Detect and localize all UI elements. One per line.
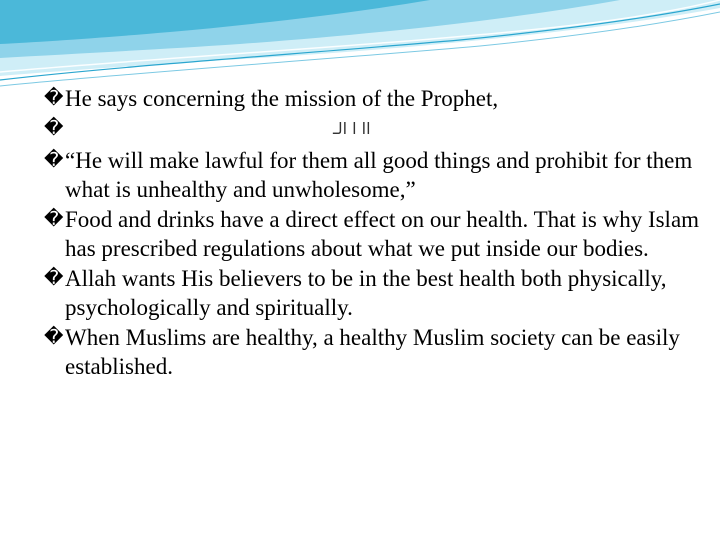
bullet-arabic-verse [44, 114, 704, 146]
bullet-muslim-society [44, 323, 704, 382]
bullet-lawful-quote [44, 146, 704, 205]
bullet-glyph: � [44, 87, 64, 109]
bullet-text: When Muslims are healthy, a healthy Muslim society can be easily established. [65, 324, 680, 379]
bullet-glyph: � [44, 116, 64, 139]
bullet-text: Food and drinks have a direct effect on our health. That is why Islam has prescribed regulations about what we put inside our bodies. [65, 206, 700, 261]
bullet-glyph: � [44, 148, 64, 171]
bullet-text: Allah wants His believers to be in the best health both physically, psychologically and spiritually. [65, 265, 667, 320]
bullet-food-drinks [44, 205, 704, 264]
bullet-glyph: � [44, 325, 64, 348]
bullet-text: He says concerning the mission of the Prophet, [65, 86, 499, 111]
bullet-allah-wants [44, 264, 704, 323]
header-wave-decoration [0, 0, 720, 90]
bullet-glyph: � [44, 266, 64, 289]
bullet-text: “He will make lawful for them all good things and prohibit for them what is unhealthy and unwholesome,” [65, 147, 693, 202]
bullet-glyph: � [44, 207, 64, 230]
bullet-list [44, 84, 704, 382]
arabic-verse-text: اا ا الـ [333, 118, 371, 138]
bullet-mission-intro [44, 84, 704, 114]
